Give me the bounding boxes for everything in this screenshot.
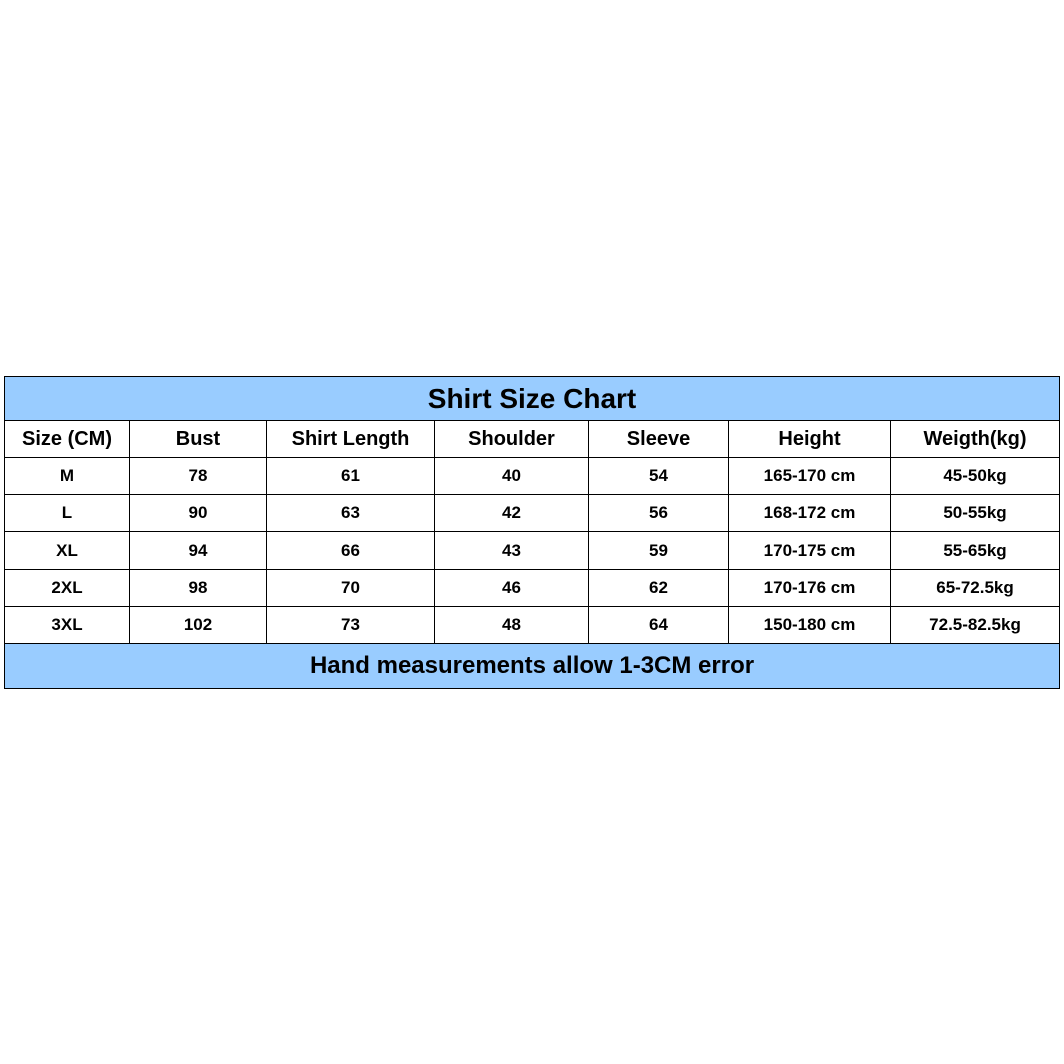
header-row [5, 421, 1060, 458]
cell-shirt-length: 66 [267, 532, 435, 569]
header-height: Height [729, 421, 891, 458]
cell-size: 2XL [5, 569, 130, 606]
cell-size: M [5, 458, 130, 495]
cell-height: 168-172 cm [729, 495, 891, 532]
table-row [5, 606, 1060, 643]
cell-weight: 65-72.5kg [891, 569, 1060, 606]
cell-sleeve: 54 [589, 458, 729, 495]
cell-height: 170-175 cm [729, 532, 891, 569]
header-weight: Weigth(kg) [891, 421, 1060, 458]
cell-weight: 55-65kg [891, 532, 1060, 569]
cell-shirt-length: 61 [267, 458, 435, 495]
cell-sleeve: 64 [589, 606, 729, 643]
cell-size: L [5, 495, 130, 532]
cell-sleeve: 59 [589, 532, 729, 569]
table-row [5, 569, 1060, 606]
cell-bust: 102 [130, 606, 267, 643]
measurement-note: Hand measurements allow 1-3CM error [5, 643, 1060, 688]
header-bust: Bust [130, 421, 267, 458]
header-size: Size (CM) [5, 421, 130, 458]
cell-shoulder: 40 [435, 458, 589, 495]
cell-bust: 78 [130, 458, 267, 495]
cell-size: 3XL [5, 606, 130, 643]
cell-weight: 50-55kg [891, 495, 1060, 532]
cell-shoulder: 42 [435, 495, 589, 532]
header-shirt-length: Shirt Length [267, 421, 435, 458]
footer-row [5, 643, 1060, 688]
cell-shirt-length: 63 [267, 495, 435, 532]
title-row [5, 377, 1060, 421]
cell-bust: 98 [130, 569, 267, 606]
cell-shoulder: 46 [435, 569, 589, 606]
cell-bust: 90 [130, 495, 267, 532]
cell-shirt-length: 70 [267, 569, 435, 606]
cell-weight: 45-50kg [891, 458, 1060, 495]
cell-height: 165-170 cm [729, 458, 891, 495]
cell-bust: 94 [130, 532, 267, 569]
cell-shirt-length: 73 [267, 606, 435, 643]
header-sleeve: Sleeve [589, 421, 729, 458]
table-row [5, 495, 1060, 532]
size-chart-table [4, 376, 1060, 689]
cell-height: 150-180 cm [729, 606, 891, 643]
cell-weight: 72.5-82.5kg [891, 606, 1060, 643]
header-shoulder: Shoulder [435, 421, 589, 458]
table-row [5, 458, 1060, 495]
cell-shoulder: 48 [435, 606, 589, 643]
cell-sleeve: 62 [589, 569, 729, 606]
cell-size: XL [5, 532, 130, 569]
cell-shoulder: 43 [435, 532, 589, 569]
cell-height: 170-176 cm [729, 569, 891, 606]
cell-sleeve: 56 [589, 495, 729, 532]
table-row [5, 532, 1060, 569]
chart-title: Shirt Size Chart [5, 377, 1060, 421]
